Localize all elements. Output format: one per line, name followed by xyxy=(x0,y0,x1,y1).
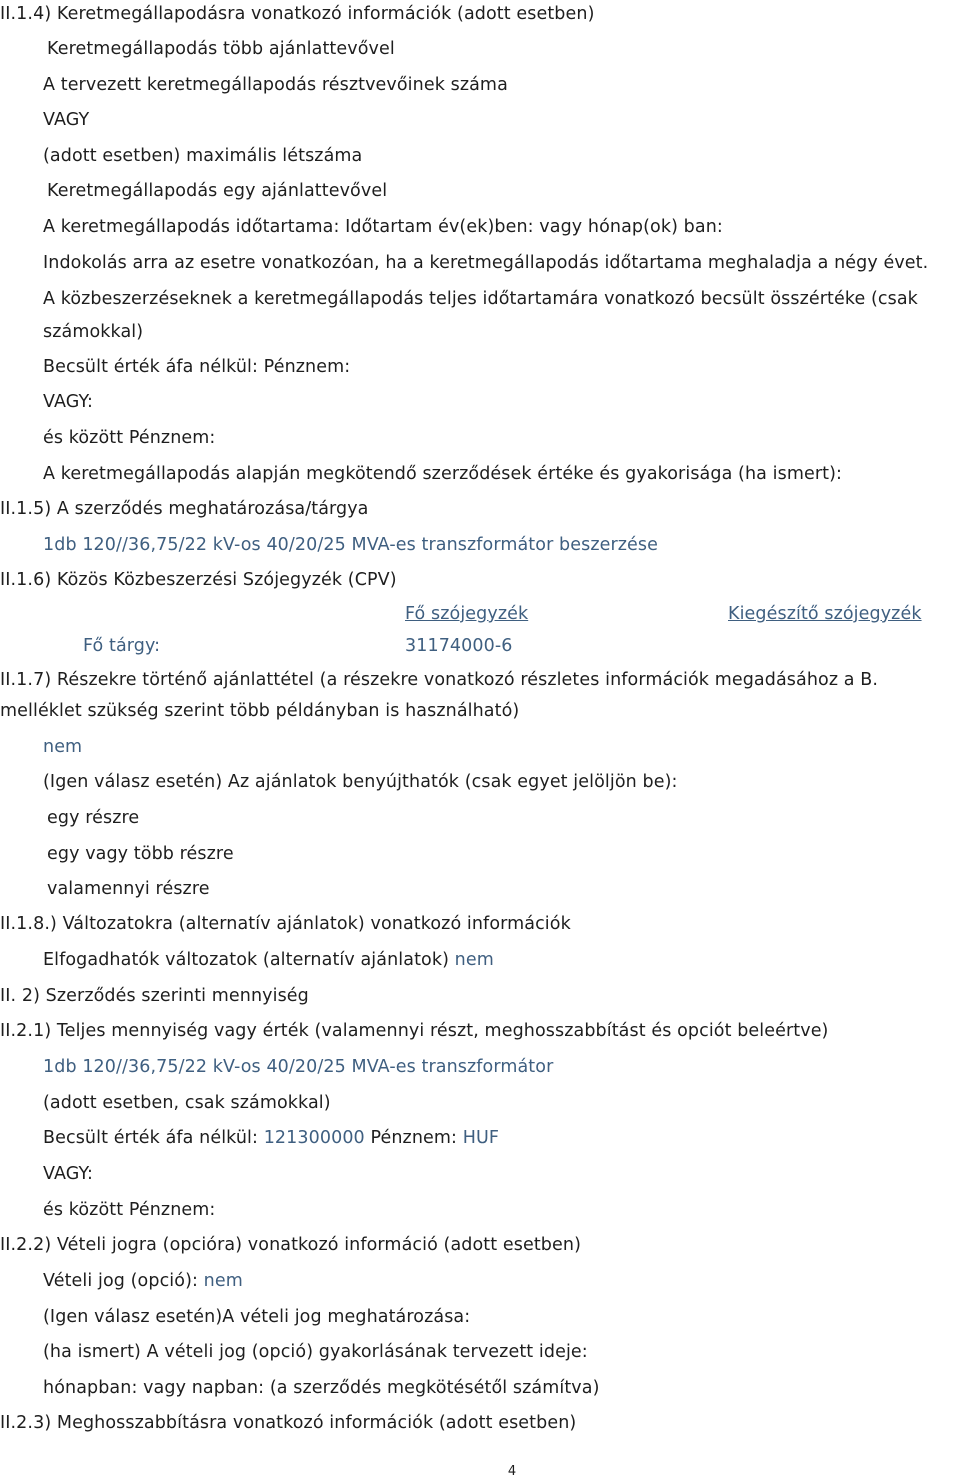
duration-label: A keretmegállapodás időtartama: Időtartam év(ek)ben: vagy hónap(ok) ban: xyxy=(43,217,723,237)
estimated-value: 121300000 xyxy=(263,1128,365,1148)
contract-subject-value: 1db 120//36,75/22 kV-os 40/20/25 MVA-es transzformátor beszerzése xyxy=(43,535,659,555)
lots-if-yes-label: (Igen válasz esetén) Az ajánlatok benyújthatók (csak egyet jelöljön be): xyxy=(43,772,678,792)
currency-value: HUF xyxy=(462,1128,500,1148)
main-vocabulary-header: Fő szójegyzék xyxy=(405,604,529,624)
section-heading-ii-1-7: II.1.7) Részekre történő ajánlattétel (a részekre vonatkozó részletes információk megadásához a B. xyxy=(0,670,879,690)
option-value: nem xyxy=(203,1271,243,1291)
framework-single-label: Keretmegállapodás egy ajánlattevővel xyxy=(47,181,388,201)
or-label: VAGY: xyxy=(43,1164,93,1184)
option-label: Vételi jog (opció): xyxy=(43,1271,198,1291)
variants-value: nem xyxy=(454,950,494,970)
max-headcount-label: (adott esetben) maximális létszáma xyxy=(43,146,363,166)
main-subject-label: Fő tárgy: xyxy=(83,636,161,656)
section-heading-ii-1-6: II.1.6) Közös Közbeszerzési Szójegyzék (CPV) xyxy=(0,570,397,590)
lots-answer-value: nem xyxy=(43,737,83,757)
lots-option-one: egy részre xyxy=(47,808,140,828)
or-label: VAGY xyxy=(43,110,90,130)
variants-label: Elfogadhatók változatok (alternatív ajánlatok) xyxy=(43,950,449,970)
section-heading-ii-1-5: II.1.5) A szerződés meghatározása/tárgya xyxy=(0,499,369,519)
contracts-value-label: A keretmegállapodás alapján megkötendő szerződések értéke és gyakorisága (ha ismert): xyxy=(43,464,843,484)
between-currency-label: és között Pénznem: xyxy=(43,428,216,448)
participants-label: A tervezett keretmegállapodás résztvevőinek száma xyxy=(43,75,508,95)
section-heading-ii-2-3: II.2.3) Meghosszabbításra vonatkozó információk (adott esetben) xyxy=(0,1413,577,1433)
framework-multi-label: Keretmegállapodás több ajánlattevővel xyxy=(47,39,395,59)
variants-row xyxy=(43,948,494,972)
justification-label: Indokolás arra az esetre vonatkozóan, ha a keretmegállapodás időtartama meghaladja a négy évet. xyxy=(43,253,929,273)
section-heading-ii-1-7-cont: melléklet szükség szerint több példányban is használható) xyxy=(0,701,520,721)
currency-label: Pénznem: xyxy=(370,1128,458,1148)
option-definition-label: (Igen válasz esetén)A vételi jog meghatározása: xyxy=(43,1307,471,1327)
total-value-label: A közbeszerzéseknek a keretmegállapodás teljes időtartamára vonatkozó becsült összértéke (csak xyxy=(43,289,918,309)
estimated-value-label: Becsült érték áfa nélkül: xyxy=(43,1128,259,1148)
total-value-label-cont: számokkal) xyxy=(43,322,144,342)
option-months-days-label: hónapban: vagy napban: (a szerződés megkötésétől számítva) xyxy=(43,1378,600,1398)
lots-option-all: valamennyi részre xyxy=(47,879,210,899)
total-quantity-value: 1db 120//36,75/22 kV-os 40/20/25 MVA-es transzformátor xyxy=(43,1057,554,1077)
option-planned-time-label: (ha ismert) A vételi jog (opció) gyakorlásának tervezett ideje: xyxy=(43,1342,588,1362)
section-heading-ii-2-1: II.2.1) Teljes mennyiség vagy érték (valamennyi részt, meghosszabbítást és opciót beleértve) xyxy=(0,1021,829,1041)
cpv-code-value: 31174000-6 xyxy=(405,636,513,656)
supplementary-vocabulary-header: Kiegészítő szójegyzék xyxy=(728,604,922,624)
estimated-value-row xyxy=(43,1126,499,1150)
section-heading-ii-2-2: II.2.2) Vételi jogra (opcióra) vonatkozó információ (adott esetben) xyxy=(0,1235,582,1255)
section-heading-ii-1-4: II.1.4) Keretmegállapodásra vonatkozó információk (adott esetben) xyxy=(0,4,595,24)
lots-option-one-or-more: egy vagy több részre xyxy=(47,844,234,864)
page-number: 4 xyxy=(507,1464,517,1479)
section-heading-ii-1-8: II.1.8.) Változatokra (alternatív ajánlatok) vonatkozó információk xyxy=(0,914,571,934)
section-heading-ii-2: II. 2) Szerződés szerinti mennyiség xyxy=(0,986,309,1006)
or-label: VAGY: xyxy=(43,392,93,412)
between-currency-label: és között Pénznem: xyxy=(43,1200,216,1220)
option-row xyxy=(43,1269,243,1293)
numbers-only-label: (adott esetben, csak számokkal) xyxy=(43,1093,331,1113)
estimated-value-label: Becsült érték áfa nélkül: Pénznem: xyxy=(43,357,351,377)
